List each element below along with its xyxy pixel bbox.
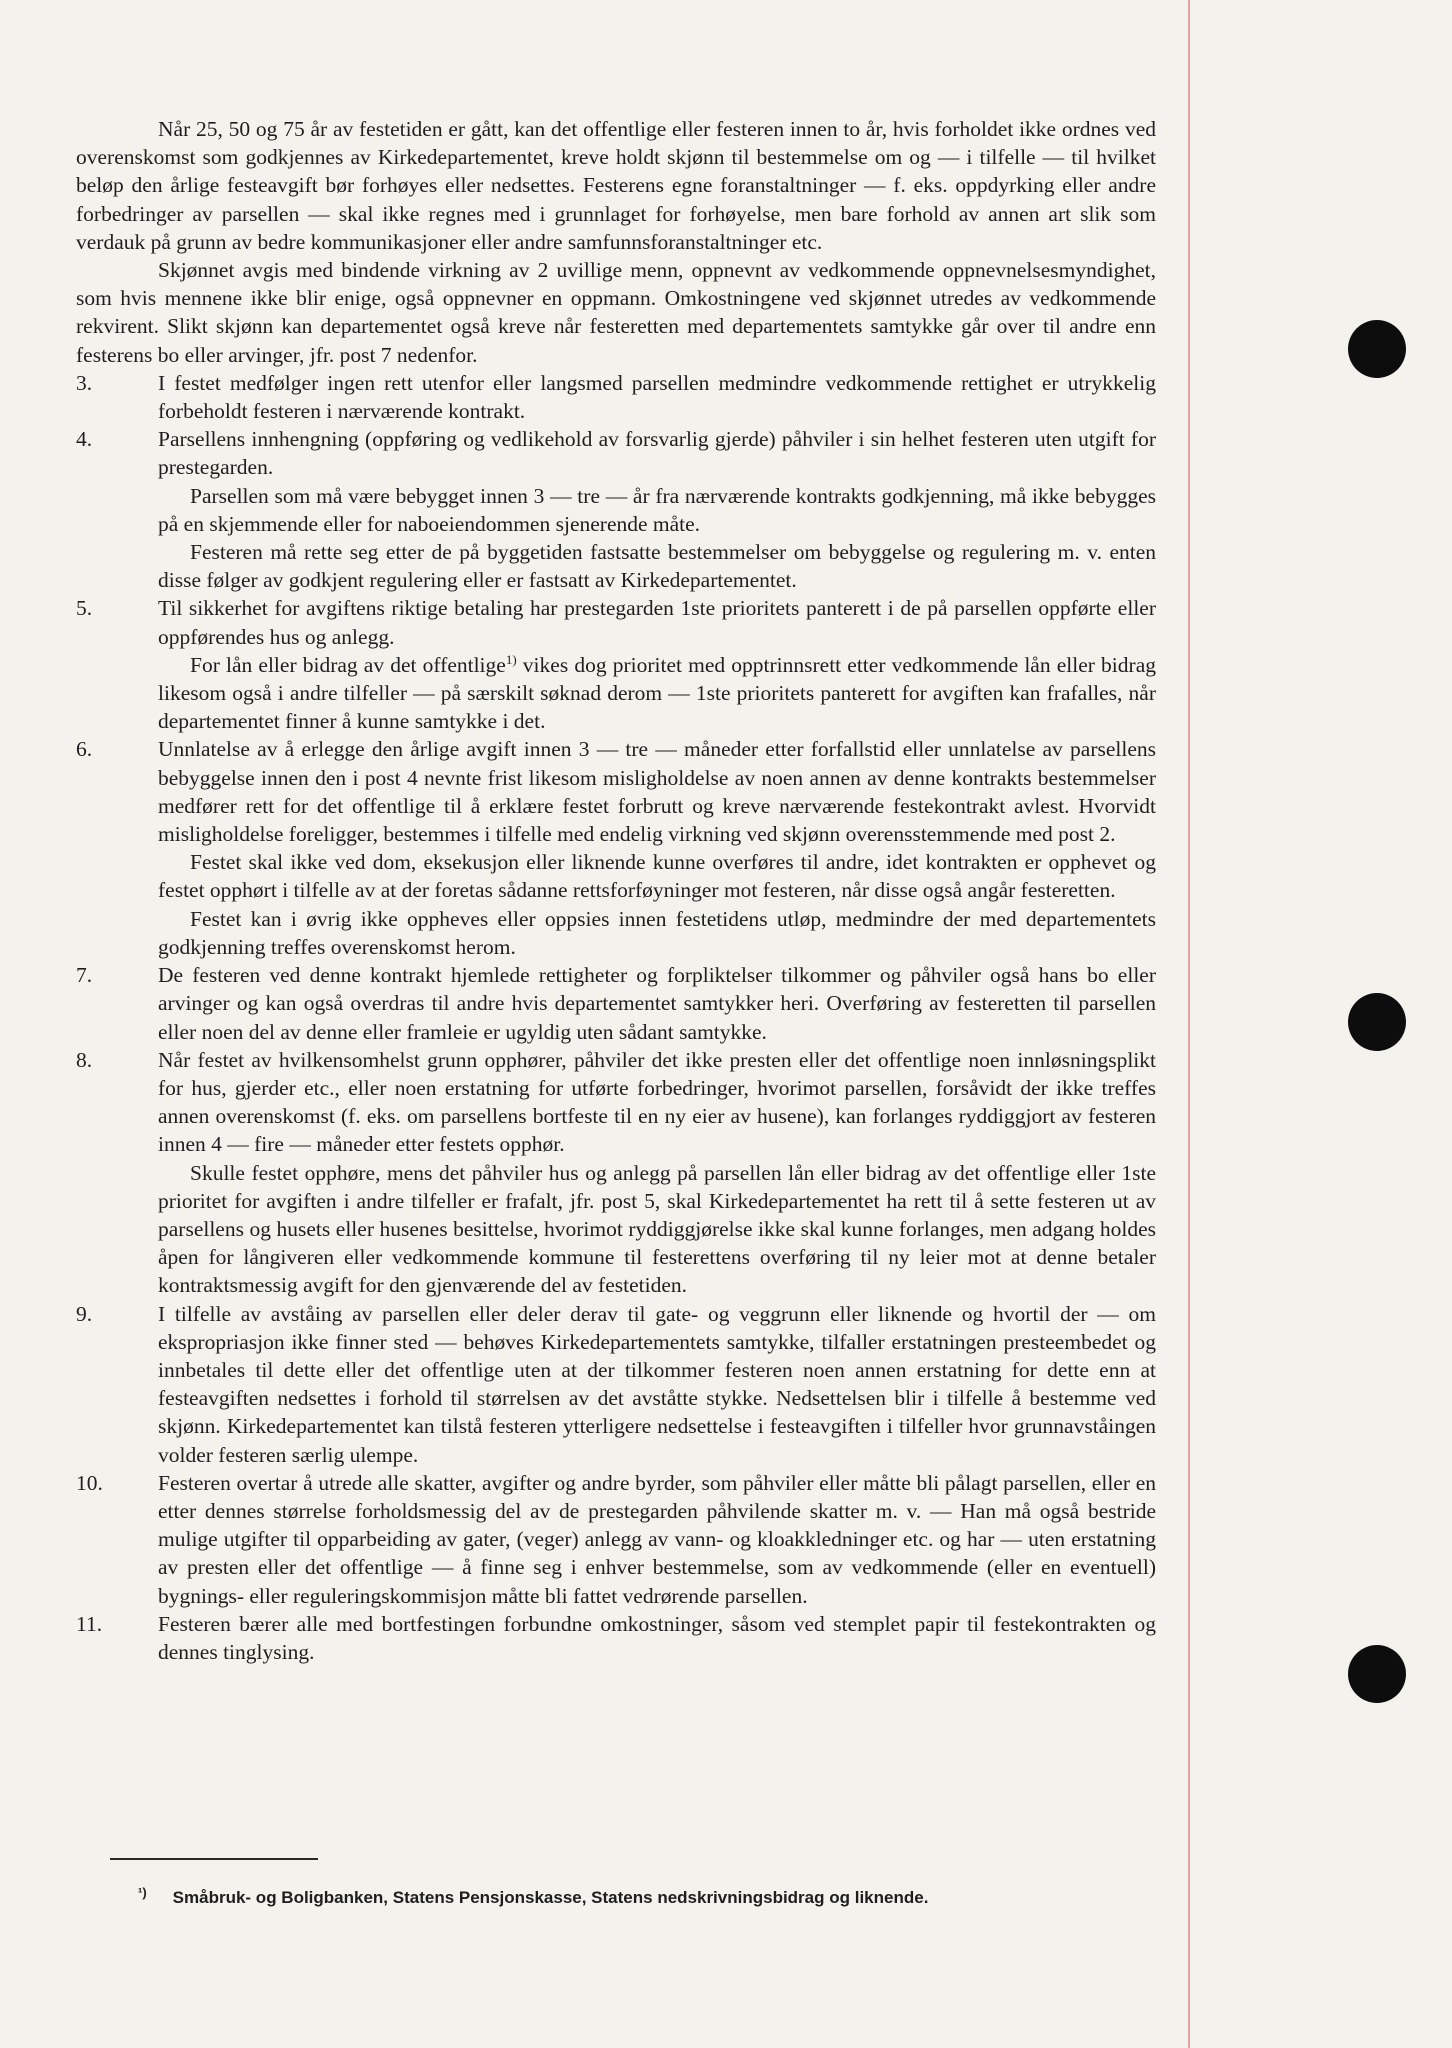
clause-6-subparagraph-2: Festet kan i øvrig ikke oppheves eller oppsies innen festetidens utløp, medmindre der med departementets godkjenning treffes overenskomst herom. bbox=[158, 906, 1156, 959]
clause-text: De festeren ved denne kontrakt hjemlede rettigheter og forpliktelser tilkommer og påhviler også hans bo eller arvinger og kan også overdras til andre hvis departementet samtykker heri. Overføring av festeretten til parsellen eller noen del av denne eller framleie er ugyldig uten sådant samtykke. bbox=[158, 963, 1156, 1044]
punch-hole-bottom bbox=[1348, 1645, 1406, 1703]
clause-number: 5. bbox=[76, 596, 93, 621]
clause-10 bbox=[76, 1469, 1156, 1610]
clause-number: 10. bbox=[76, 1470, 103, 1495]
clause-5-subparagraph-1 bbox=[76, 651, 1156, 736]
clause-4-subparagraph-1: Parsellen som må være bebygget innen 3 — tre — år fra nærværende kontrakts godkjenning, må ikke bebygges på en skjemmende eller for naboeiendommen sjenerende måte. bbox=[158, 483, 1156, 536]
clause-text: Når festet av hvilkensomhelst grunn opphører, påhviler det ikke presten eller det offentlige noen innløsningsplikt for hus, gjerder etc., eller noen erstatning for utførte forbedringer, hvorimot parsellen, forsåvidt der ikke treffes annen overenskomst (f. eks. om parsellens bortfeste til en ny eier av husene), kan forlanges ryddiggjort av festeren innen 4 — fire — måneder etter festets opphør. bbox=[158, 1047, 1156, 1157]
clause-text: I festet medfølger ingen rett utenfor eller langsmed parsellen medmindre vedkommende rettighet er utrykkelig forbeholdt festeren i nærværende kontrakt. bbox=[158, 370, 1156, 424]
clause-6 bbox=[76, 735, 1156, 848]
clause-5 bbox=[76, 594, 1156, 650]
subparagraph-text-before: For lån eller bidrag av det offentlige bbox=[190, 652, 506, 677]
clause-4-subparagraph-2: Festeren må rette seg etter de på byggetiden fastsatte bestemmelser om bebyggelse og regulering m. v. enten disse følger av godkjent regulering eller er fastsatt av Kirkedepartementet. bbox=[158, 540, 1156, 593]
subparagraph-text-after: vikes dog prioritet med opptrinnsrett etter vedkommende lån eller bidrag likesom også i andre tilfeller — på særskilt søknad derom — 1ste prioritets panterett for avgiften kan frafalles, når departementet finner å kunne samtykke i det. bbox=[158, 652, 1156, 734]
clause-number: 8. bbox=[76, 1047, 93, 1072]
clause-number: 6. bbox=[76, 737, 93, 762]
clause-7 bbox=[76, 961, 1156, 1046]
footnote-reference: 1) bbox=[505, 651, 517, 667]
clause-text: Unnlatelse av å erlegge den årlige avgift innen 3 — tre — måneder etter forfallstid eller unnlatelse av parsellens bebyggelse innen den i post 4 nevnte frist likesom misligholdelse av noen annen av denne kontrakts bestemmelser medfører rett for det offentlige til å erklære festet forbrutt og kreve nærværende festekontrakt avlest. Hvorvidt misligholdelse foreligger, bestemmes i tilfelle med endelig virkning ved skjønn overensstemmende med post 2. bbox=[158, 737, 1156, 847]
punch-hole-middle bbox=[1348, 993, 1406, 1051]
clause-text: I tilfelle av avståing av parsellen eller deler derav til gate- og veggrunn eller liknende og hvortil der — om ekspropriasjon ikke finner sted — behøves Kirkedepartementets samtykke, tilfaller erstatningen presteembedet og innbetales til dette eller det offentlige uten at der tilkommer festeren noen annen erstatning for dette enn at festeavgiften nedsettes i forhold til størrelsen av det avståtte stykke. Nedsettelsen blir i tilfelle å bestemme ved skjønn. Kirkedepartementet kan tilstå festeren ytterligere nedsettelse i festeavgiften i tilfeller hvor grunnavståingen volder festeren særlig ulempe. bbox=[158, 1301, 1156, 1467]
clause-8 bbox=[76, 1046, 1156, 1159]
clause-11 bbox=[76, 1610, 1156, 1666]
clause-text: Festeren overtar å utrede alle skatter, avgifter og andre byrder, som påhviler eller måtte bli pålagt parsellen, eller en etter dennes størrelse forholdsmessig del av de prestegarden påhvilende skatter m. v. — Han må også bestride mulige utgifter til opparbeiding av gater, (veger) anlegg av vann- og kloakkledninger etc. og har — uten erstatning av presten eller det offentlige — å finne seg i enhver bestemmelse, som av vedkommende (eller en eventuell) bygnings- eller reguleringskommisjon måtte bli fattet vedrørende parsellen. bbox=[158, 1470, 1156, 1608]
clause-3 bbox=[76, 369, 1156, 425]
intro-paragraph-1: Når 25, 50 og 75 år av festetiden er gått, kan det offentlige eller festeren innen to år, hvis forholdet ikke ordnes ved overenskomst som godkjennes av Kirkedepartementet, kreve holdt skjønn til bestemmelse om og — i tilfelle — til hvilket beløp den årlige festeavgift bør forhøyes eller nedsettes. Festerens egne foranstaltninger — f. eks. oppdyrking eller andre forbedringer av parsellen — skal ikke regnes med i grunnlaget for forhøyelse, men bare forhold av annen art slik som verdauk på grunn av bedre kommunikasjoner eller andre samfunnsforanstaltninger etc. bbox=[76, 117, 1156, 254]
footnote-text: Småbruk- og Boligbanken, Statens Pensjonskasse, Statens nedskrivningsbidrag og liknende. bbox=[172, 1888, 929, 1907]
footnote bbox=[138, 1886, 1178, 1911]
clause-text: Parsellens innhengning (oppføring og vedlikehold av forsvarlig gjerde) påhviler i sin helhet festeren uten utgift for prestegarden. bbox=[158, 427, 1156, 480]
clause-4 bbox=[76, 425, 1156, 481]
clause-number: 9. bbox=[76, 1301, 93, 1326]
footnote-divider bbox=[110, 1858, 318, 1860]
document-body bbox=[76, 115, 1156, 1666]
intro-paragraph-2: Skjønnet avgis med bindende virkning av 2 uvillige menn, oppnevnt av vedkommende oppnevnelsesmyndighet, som hvis mennene ikke blir enige, også oppnevner en oppmann. Omkostningene ved skjønnet utredes av vedkommende rekvirent. Slikt skjønn kan departementet også kreve når festeretten med departementets samtykke går over til andre enn festerens bo eller arvinger, jfr. post 7 nedenfor. bbox=[76, 258, 1156, 367]
punch-hole-top bbox=[1348, 320, 1406, 378]
clause-9 bbox=[76, 1300, 1156, 1469]
clause-number: 3. bbox=[76, 370, 93, 395]
clause-number: 11. bbox=[76, 1611, 103, 1636]
footnote-mark: ¹) bbox=[138, 1885, 147, 1900]
clause-text: Festeren bærer alle med bortfestingen forbundne omkostninger, såsom ved stemplet papir til festekontrakten og dennes tinglysing. bbox=[158, 1611, 1156, 1664]
clause-number: 7. bbox=[76, 963, 93, 988]
clause-8-subparagraph-1: Skulle festet opphøre, mens det påhviler hus og anlegg på parsellen lån eller bidrag av det offentlige eller 1ste prioritet for avgiften i andre tilfeller er frafalt, jfr. post 5, skal Kirkedepartementet ha rett til å sette festeren ut av parsellens og husets eller husenes besittelse, hvorimot ryddiggjørelse ikke skal kunne forlanges, men adgang holdes åpen for långiveren eller vedkommende kommune til festerettens overføring til ny leier mot at denne betaler kontraktsmessig avgift for den gjenværende del av festetiden. bbox=[158, 1160, 1156, 1298]
clause-text: Til sikkerhet for avgiftens riktige betaling har prestegarden 1ste prioritets panterett i de på parsellen oppførte eller oppførendes hus og anlegg. bbox=[158, 596, 1156, 649]
clause-number: 4. bbox=[76, 427, 93, 452]
clause-6-subparagraph-1: Festet skal ikke ved dom, eksekusjon eller liknende kunne overføres til andre, idet kontrakten er opphevet og festet opphørt i tilfelle av at der foretas sådanne rettsforføyninger mot festeren, når disse også angår festeretten. bbox=[158, 850, 1156, 903]
red-margin-line bbox=[1188, 0, 1190, 2048]
